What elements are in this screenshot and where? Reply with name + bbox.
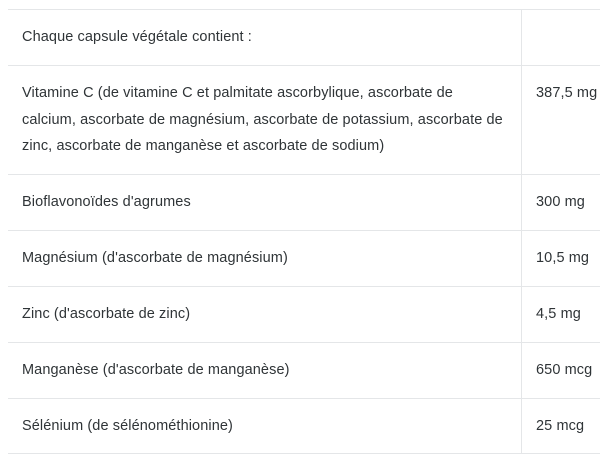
table-row — [8, 342, 600, 398]
ingredient-name: Bioflavonoïdes d'agrumes — [8, 175, 522, 231]
table-row — [8, 286, 600, 342]
table-row — [8, 65, 600, 174]
table-header-label: Chaque capsule végétale contient : — [8, 10, 522, 66]
ingredient-amount: 300 mg — [522, 175, 600, 231]
ingredient-name: Zinc (d'ascorbate de zinc) — [8, 286, 522, 342]
top-spacer — [0, 0, 600, 9]
ingredient-amount: 4,5 mg — [522, 286, 600, 342]
ingredient-name: Sélénium (de sélénométhionine) — [8, 398, 522, 454]
ingredient-name: Vitamine C (de vitamine C et palmitate ascorbylique, ascorbate de calcium, ascorbate de magnésium, ascorbate de potassium, ascorbate de zinc, ascorbate de manganèse et ascorbate de sodium) — [8, 65, 522, 174]
ingredients-table-body — [8, 10, 600, 454]
ingredient-amount: 650 mcg — [522, 342, 600, 398]
table-header-row — [8, 10, 600, 66]
ingredient-amount: 25 mcg — [522, 398, 600, 454]
table-row — [8, 231, 600, 287]
ingredient-amount: 387,5 mg — [522, 65, 600, 174]
table-row — [8, 398, 600, 454]
table-header-amount — [522, 10, 600, 66]
table-row — [8, 175, 600, 231]
ingredients-table — [8, 9, 600, 454]
ingredient-amount: 10,5 mg — [522, 231, 600, 287]
ingredient-name: Manganèse (d'ascorbate de manganèse) — [8, 342, 522, 398]
ingredient-name: Magnésium (d'ascorbate de magnésium) — [8, 231, 522, 287]
